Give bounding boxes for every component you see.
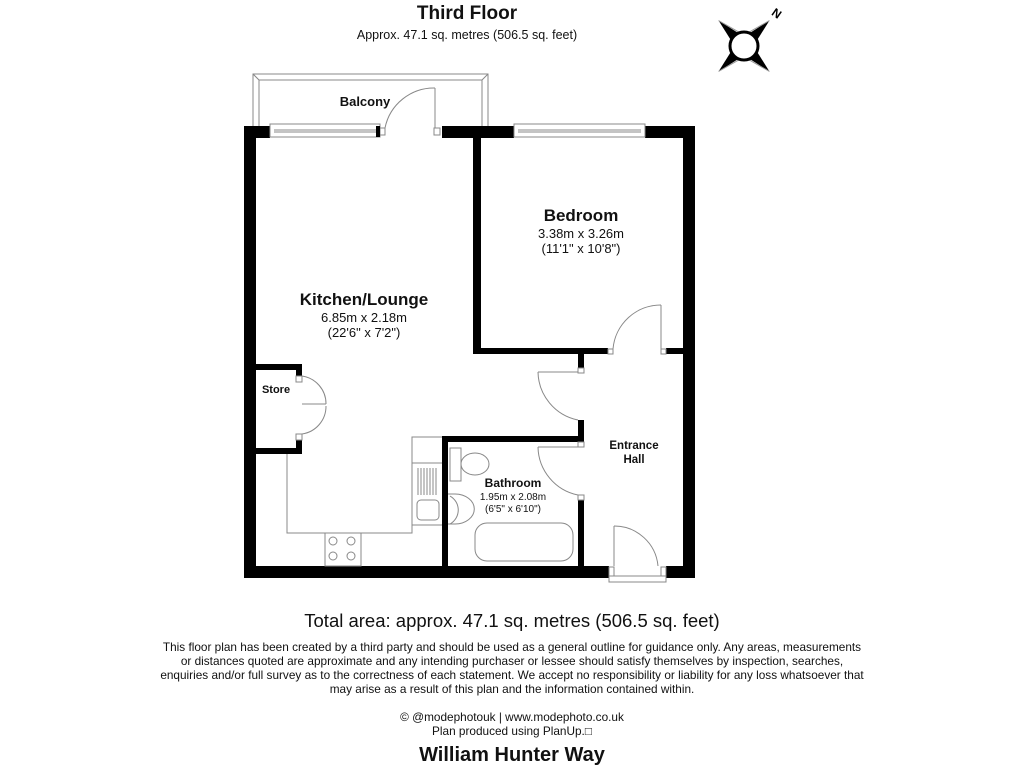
room-label-store: Store [261,384,291,396]
kitchen-counter [287,437,442,566]
floor-title: Third Floor [416,3,518,24]
planup-credit: Plan produced using PlanUp.□ [432,724,592,738]
room-dim-bedroom-metric: 3.38m x 3.26m [538,226,624,241]
walls [244,126,695,578]
room-label-bedroom: Bedroom [543,206,619,225]
room-label-entrance-hall-2: Hall [623,454,645,466]
floor-area-subtitle: Approx. 47.1 sq. metres (506.5 sq. feet) [356,28,578,42]
room-dim-kitchen-imperial: (22'6" x 7'2") [327,325,401,340]
total-area: Total area: approx. 47.1 sq. metres (506.5 sq. feet) [304,610,720,631]
compass-rose-icon [693,0,795,97]
room-dim-kitchen-metric: 6.85m x 2.18m [321,310,407,325]
room-dim-bathroom-imperial: (6'5" x 6'10") [485,504,541,515]
room-dim-bedroom-imperial: (11'1" x 10'8") [541,241,621,256]
window-bedroom [514,124,645,137]
room-label-balcony: Balcony [339,94,391,109]
north-label: N [768,5,785,22]
disclaimer-text: This floor plan has been created by a third party and should be used as a general outline for guidance only. Any areas, measurements or distances quoted are approximate and any intending purchaser or lessee should satisfy themselves by inspection, searches, enquiries and/or full survey as to the correctness of each statement. We accept no responsibility or liability for any loss whatsoever that may arise as a result of this plan and the information contained within. [160,640,864,696]
room-label-bathroom: Bathroom [484,476,542,490]
credit-line: © @modephotouk | www.modephoto.co.uk [400,710,624,724]
window-kitchen [270,124,380,137]
room-label-entrance-hall-1: Entrance [609,440,659,452]
property-address: William Hunter Way [419,744,605,766]
room-label-kitchen-lounge: Kitchen/Lounge [299,290,429,309]
room-dim-bathroom-metric: 1.95m x 2.08m [479,492,547,503]
